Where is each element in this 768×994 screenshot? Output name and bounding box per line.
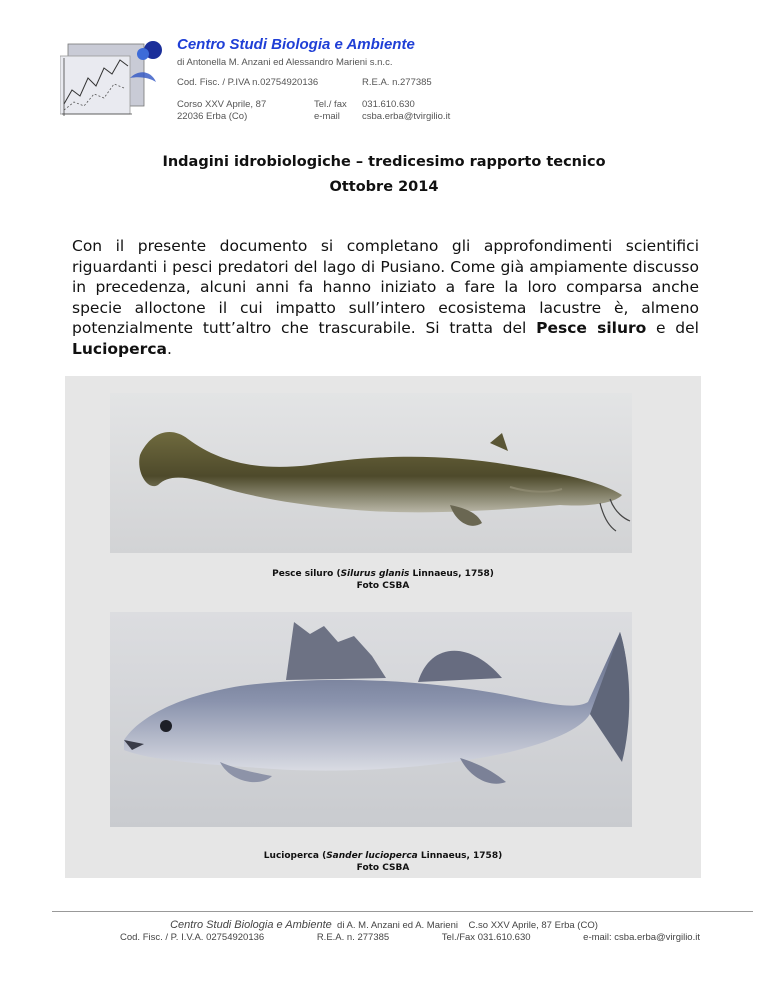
intro-text-2: e del [646, 319, 699, 337]
csba-logo [60, 38, 170, 120]
catfish-caption-post: Linnaeus, 1758) [409, 569, 494, 579]
catfish-credit: Foto CSBA [356, 581, 410, 591]
zander-credit: Foto CSBA [356, 863, 410, 873]
zander-caption-pre: Lucioperca ( [263, 851, 327, 861]
document-date: Ottobre 2014 [329, 179, 439, 195]
footer-owners: di A. M. Anzani ed A. Marieni [337, 920, 458, 931]
header-address-2: 22036 Erba (Co) [177, 111, 248, 122]
zander-caption-species: Sander lucioperca [326, 851, 418, 861]
footer-org-name: Centro Studi Biologia e Ambiente [170, 919, 332, 931]
catfish-caption-pre: Pesce siluro ( [272, 569, 341, 579]
header-cod-fisc: Cod. Fisc. / P.IVA n.02754920136 [177, 77, 319, 88]
zander-caption-post: Linnaeus, 1758) [417, 851, 503, 861]
zander-caption [65, 851, 701, 862]
footer-line-1 [0, 919, 768, 931]
header-email-label: e-mail [314, 111, 340, 122]
zander-photo [110, 612, 632, 827]
header-address-1: Corso XXV Aprile, 87 [177, 99, 267, 110]
intro-paragraph [72, 236, 699, 359]
footer-rea: R.E.A. n. 277385 [316, 932, 390, 943]
footer-address: C.so XXV Aprile, 87 Erba (CO) [468, 920, 598, 931]
footer-line-2 [120, 932, 700, 943]
header-email-value: csba.erba@tvirgilio.it [362, 111, 451, 122]
header-rea: R.E.A. n.277385 [362, 77, 432, 88]
header-tel-label: Tel./ fax [314, 99, 347, 110]
footer-cod-fisc: Cod. Fisc. / P. I.V.A. 02754920136 [120, 932, 265, 943]
catfish-photo [110, 393, 632, 553]
intro-text-1: Con il presente documento si completano gli approfondimenti scientifici riguardanti i pesci predatori del lago di Pusiano. Come già ampiamente discusso in precedenza, alcuni anni fa hanno iniziato a fare la loro comparsa anche specie alloctone il cui impatto sull’intero ecosistema lacustre è, almeno potenzialmente tutt’altro che trascurabile. Si tratta del [72, 237, 699, 337]
org-subtitle: di Antonella M. Anzani ed Alessandro Marieni s.n.c. [177, 57, 393, 68]
footer-tel: Tel./Fax 031.610.630 [441, 932, 531, 943]
intro-bold-siluro: Pesce siluro [536, 319, 647, 337]
intro-bold-lucioperca: Lucioperca [72, 339, 167, 358]
document-title: Indagini idrobiologiche – tredicesimo rapporto tecnico [162, 154, 606, 170]
catfish-caption [65, 569, 701, 580]
catfish-caption-species: Silurus glanis [340, 569, 410, 579]
footer-email: e-mail: csba.erba@virgilio.it [583, 932, 700, 943]
intro-text-3: . [166, 339, 172, 358]
footer-divider [52, 911, 753, 912]
org-name: Centro Studi Biologia e Ambiente [177, 36, 415, 53]
header-tel-value: 031.610.630 [362, 99, 415, 110]
